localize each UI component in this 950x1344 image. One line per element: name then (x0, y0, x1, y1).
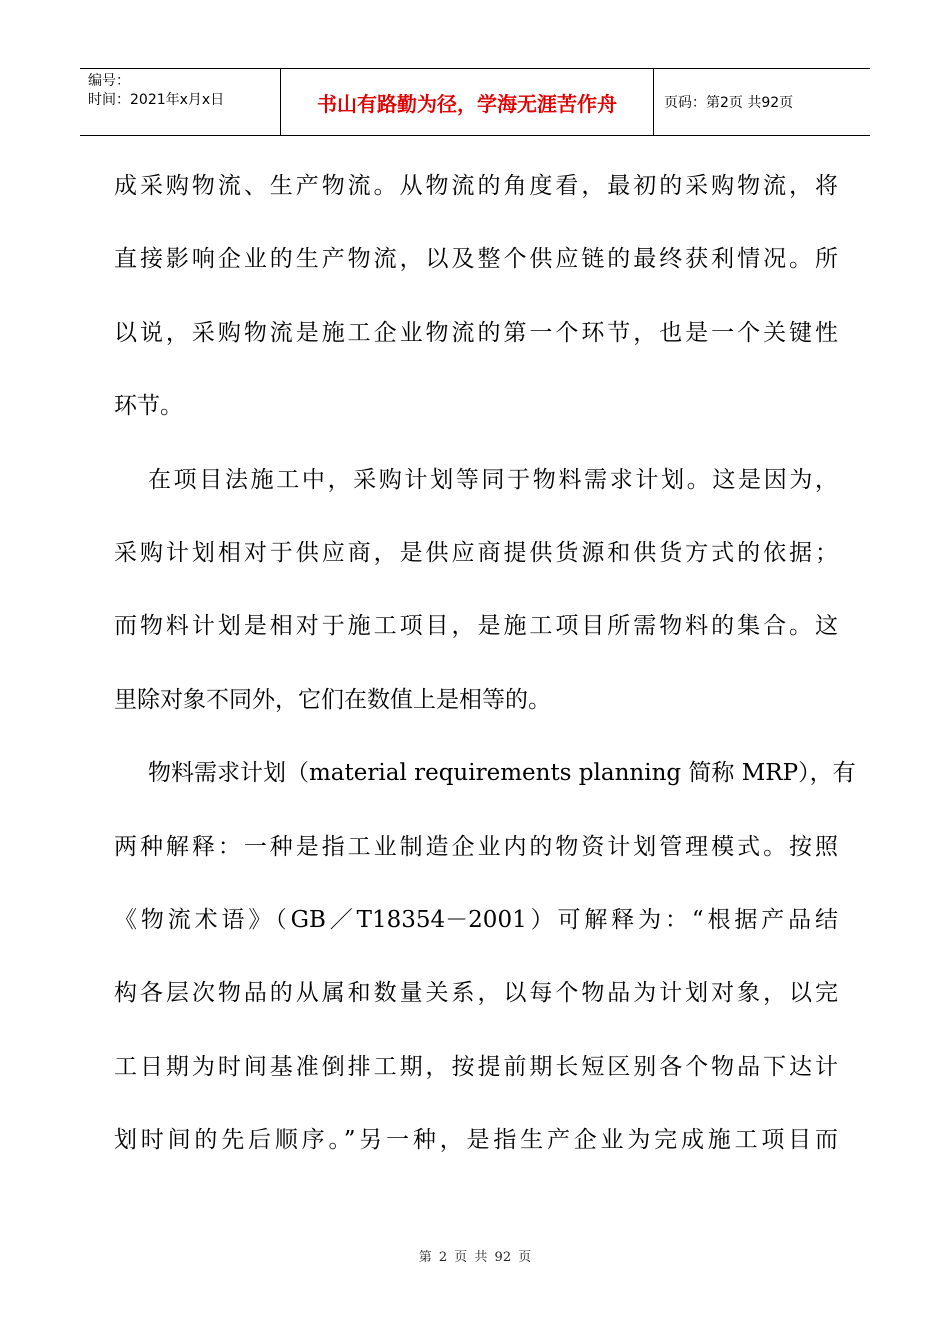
body-line: 直接影响企业的生产物流，以及整个供应链的最终获利情况。所 (114, 246, 838, 273)
body-line: 而物料计划是相对于施工项目，是施工项目所需物料的集合。这 (114, 613, 838, 640)
body-line: 采购计划相对于供应商，是供应商提供货源和供货方式的依据； (114, 539, 838, 566)
header-meta-cell (80, 69, 281, 135)
document-body (114, 150, 856, 1177)
body-line: 《物流术语》（GB／T18354－2001）可解释为：“根据产品结 (114, 906, 838, 933)
body-line: 划时间的先后顺序。”另一种，是指生产企业为完成施工项目而 (114, 1127, 838, 1154)
body-line: 工日期为时间基准倒排工期，按提前期长短区别各个物品下达计 (114, 1053, 838, 1080)
body-line: 构各层次物品的从属和数量关系，以每个物品为计划对象，以完 (114, 980, 838, 1007)
body-line: 成采购物流、生产物流。从物流的角度看，最初的采购物流，将 (114, 173, 838, 199)
body-line: 环节。 (114, 393, 183, 420)
serial-number-label: 编号： (88, 73, 130, 89)
body-line: 里除对象不同外，它们在数值上是相等的。 (114, 686, 551, 713)
body-line: 在项目法施工中，采购计划等同于物料需求计划。这是因为， (148, 466, 838, 493)
header-page-cell (654, 69, 870, 135)
page-code: 页码：第2页 共92页 (664, 95, 794, 111)
body-line: 物料需求计划（material requirements planning 简称 MRP），有 (148, 760, 856, 787)
header-motto-cell (281, 69, 654, 135)
motto-text: 书山有路勤为径，学海无涯苦作舟 (317, 91, 617, 116)
page-footer: 第 2 页 共 92 页 (418, 1250, 532, 1265)
body-line: 以说，采购物流是施工企业物流的第一个环节，也是一个关键性 (114, 319, 838, 346)
body-line: 两种解释：一种是指工业制造企业内的物资计划管理模式。按照 (114, 833, 838, 860)
page-header (80, 68, 870, 136)
date-label: 时间：2021年x月x日 (88, 92, 225, 108)
